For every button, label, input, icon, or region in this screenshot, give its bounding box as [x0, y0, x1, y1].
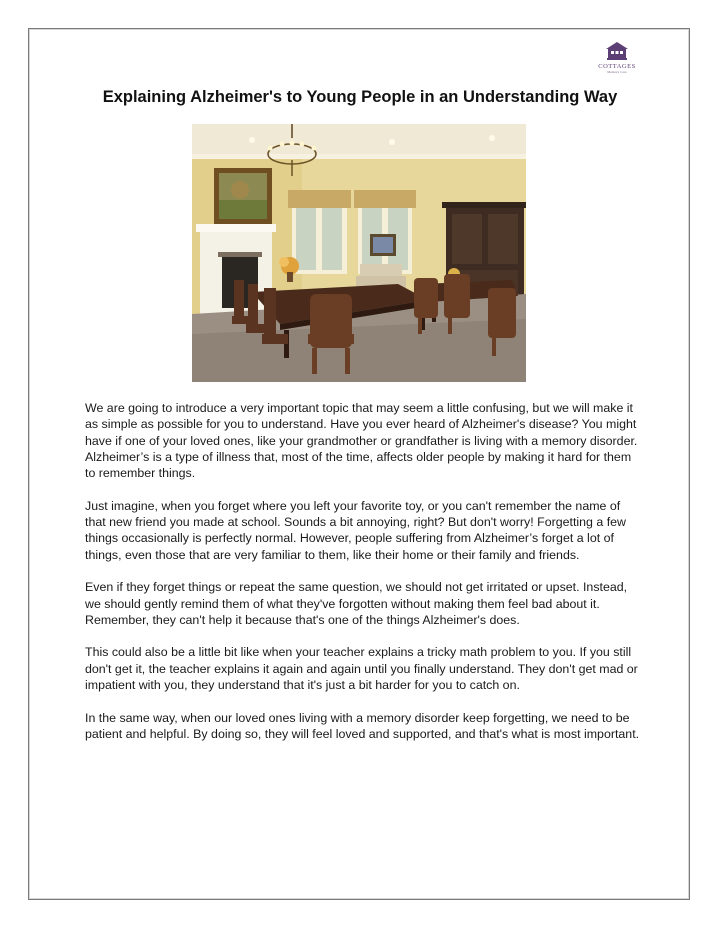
paragraph-5: In the same way, when our loved ones living with a memory disorder keep forgetting, we need to be patient and helpful. By doing so, they will feel loved and supported, and that's what is most important.: [85, 710, 640, 741]
cottages-logo: [592, 40, 642, 84]
paragraph-4: This could also be a little bit like when your teacher explains a tricky math problem to you. If you still don't get it, the teacher explains it again and again until you finally understand. They don't get mad or impatient with you, they understand that it's just a bit harder for you to catch on.: [85, 645, 638, 693]
house-icon: [604, 40, 630, 62]
dining-room-photo: [192, 124, 526, 382]
document-title: Explaining Alzheimer's to Young People in an Understanding Way: [102, 88, 618, 106]
logo-wordmark: COTTAGES: [598, 63, 636, 70]
paragraph-2: Just imagine, when you forget where you left your favorite toy, or you can't remember the name of that new friend you made at school. Sounds a bit annoying, right? But don't worry! Forgetting a few things occasionally is perfectly normal. However, people suffering from Alzheimer’s forget a lot of things, even those that are very familiar to them, like their home or their family and friends.: [85, 498, 626, 562]
paragraph-3: Even if they forget things or repeat the same question, we should not get irritated or upset. Instead, we should gently remind them of what they've forgotten without making them feel bad about it. Remember, they can't help it because that's one of the things Alzheimer's does.: [85, 580, 628, 627]
article-body: [85, 400, 640, 759]
logo-subline: Memory Care: [607, 70, 627, 74]
paragraph-1: We are going to introduce a very important topic that may seem a little confusing, but we will make it as simple as possible for you to understand. Have you ever heard of Alzheimer's disease? You might have if one of your loved ones, like your grandmother or grandfather is living with a memory disorder. Alzheimer’s is a type of illness that, most of the time, affects older people by making it hard for them to remember things.: [85, 401, 638, 481]
dining-room-illustration: [192, 124, 526, 382]
